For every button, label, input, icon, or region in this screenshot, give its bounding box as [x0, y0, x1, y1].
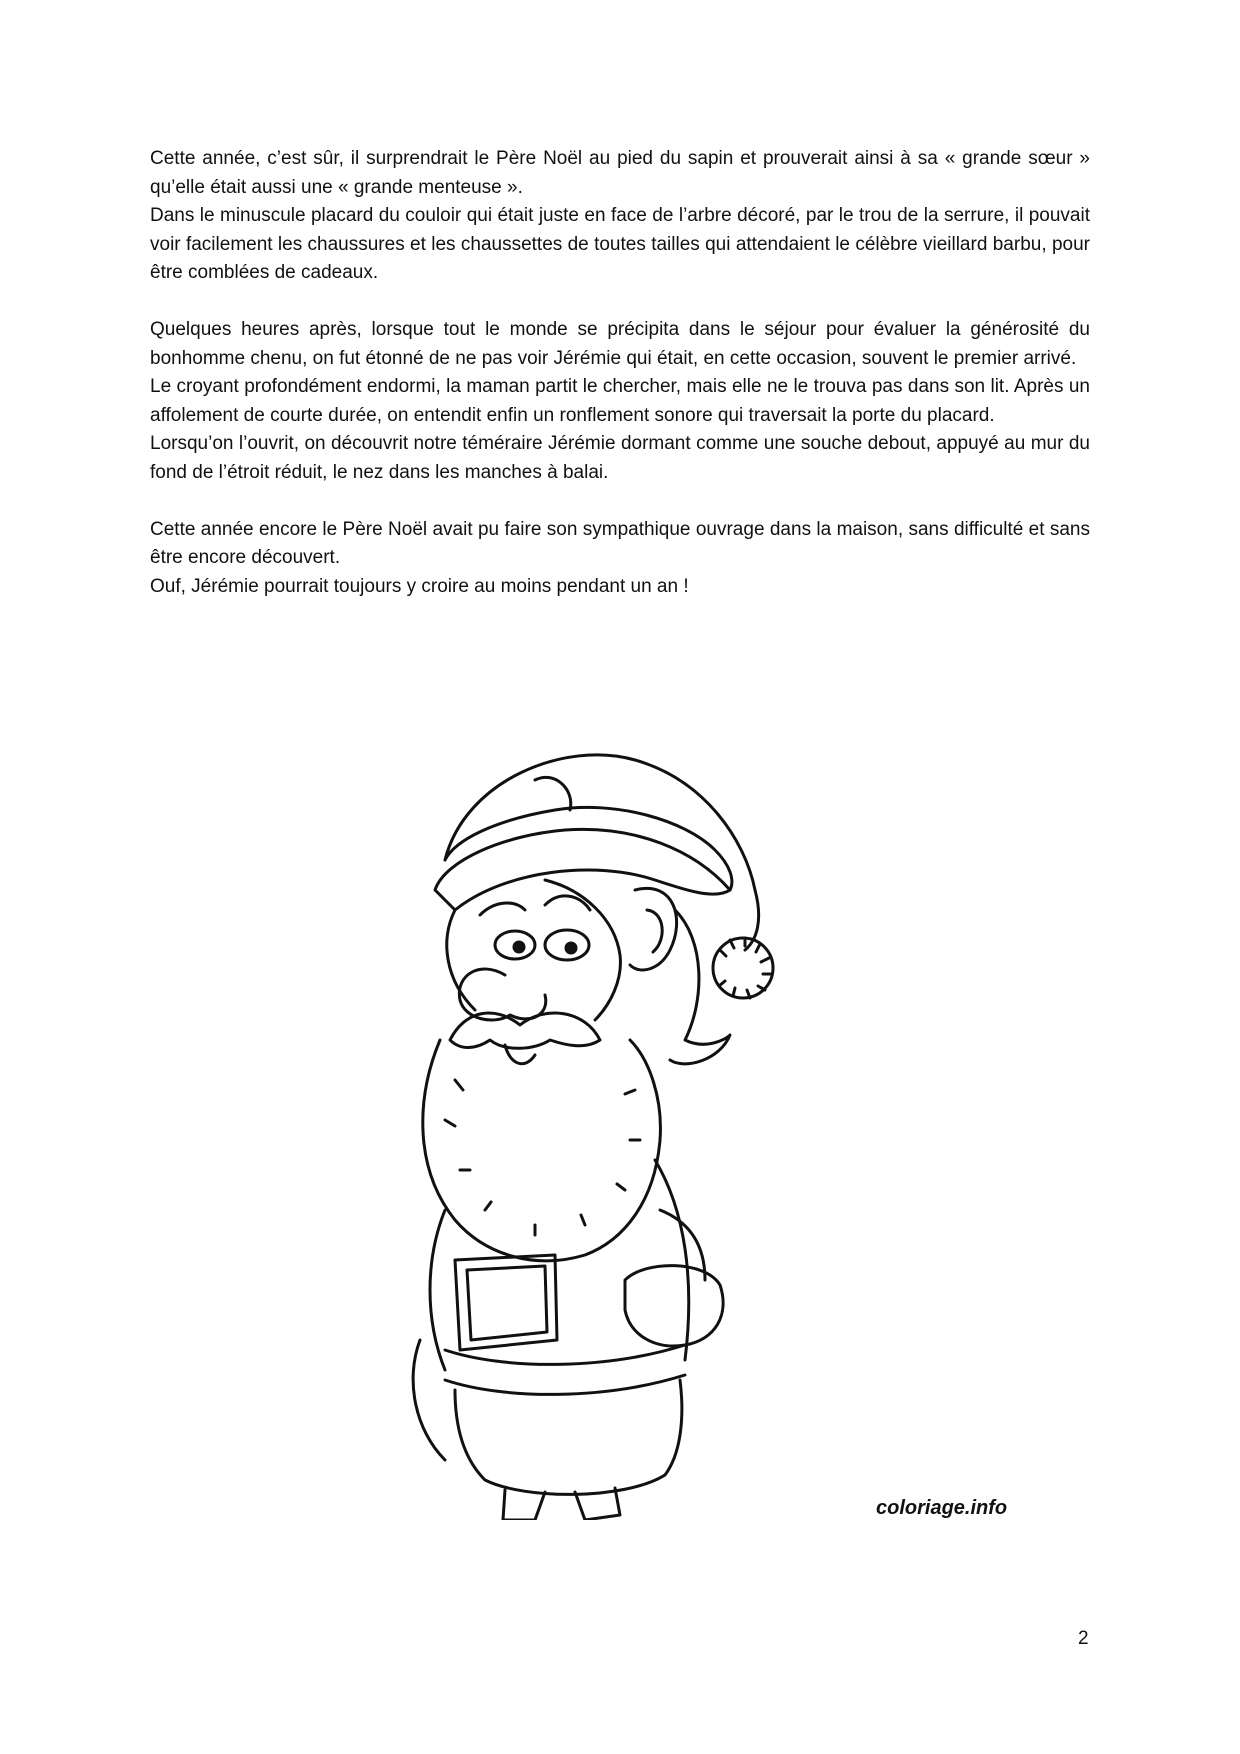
paragraph-5: Lorsqu’on l’ouvrit, on découvrit notre téméraire Jérémie dormant comme une souche debout, appuyé au mur du fond de l’étroit réduit, le nez dans les manches à balai.	[150, 433, 1090, 483]
paragraph-4: Le croyant profondément endormi, la maman partit le chercher, mais elle ne le trouva pas dans son lit. Après un affolement de courte durée, on entendit enfin un ronflement sonore qui traversait la porte du placard.	[150, 376, 1090, 426]
paragraph-7: Ouf, Jérémie pourrait toujours y croire au moins pendant un an !	[150, 575, 689, 597]
watermark: coloriage.info	[876, 1497, 1008, 1519]
paragraph-1: Cette année, c’est sûr, il surprendrait le Père Noël au pied du sapin et prouverait ainsi à sa « grande sœur » qu’elle était aussi une « grande menteuse ».	[150, 148, 1090, 198]
paragraph-6: Cette année encore le Père Noël avait pu faire son sympathique ouvrage dans la maison, sans difficulté et sans être encore découvert.	[150, 518, 1090, 568]
paragraph-3: Quelques heures après, lorsque tout le monde se précipita dans le séjour pour évaluer la générosité du bonhomme chenu, on fut étonné de ne pas voir Jérémie qui était, en cette occasion, souvent le premier arrivé.	[150, 319, 1090, 369]
page-number: 2	[1078, 1628, 1089, 1649]
santa-claus-coloring-icon	[385, 740, 845, 1520]
paragraph-spacer	[150, 288, 1090, 317]
paragraph-2: Dans le minuscule placard du couloir qui était juste en face de l’arbre décoré, par le trou de la serrure, il pouvait voir facilement les chaussures et les chaussettes de toutes tailles qui attendaient le célèbre vieillard barbu, pour être comblées de cadeaux.	[150, 205, 1090, 283]
paragraph-spacer	[150, 487, 1090, 516]
story-text	[150, 145, 1090, 601]
